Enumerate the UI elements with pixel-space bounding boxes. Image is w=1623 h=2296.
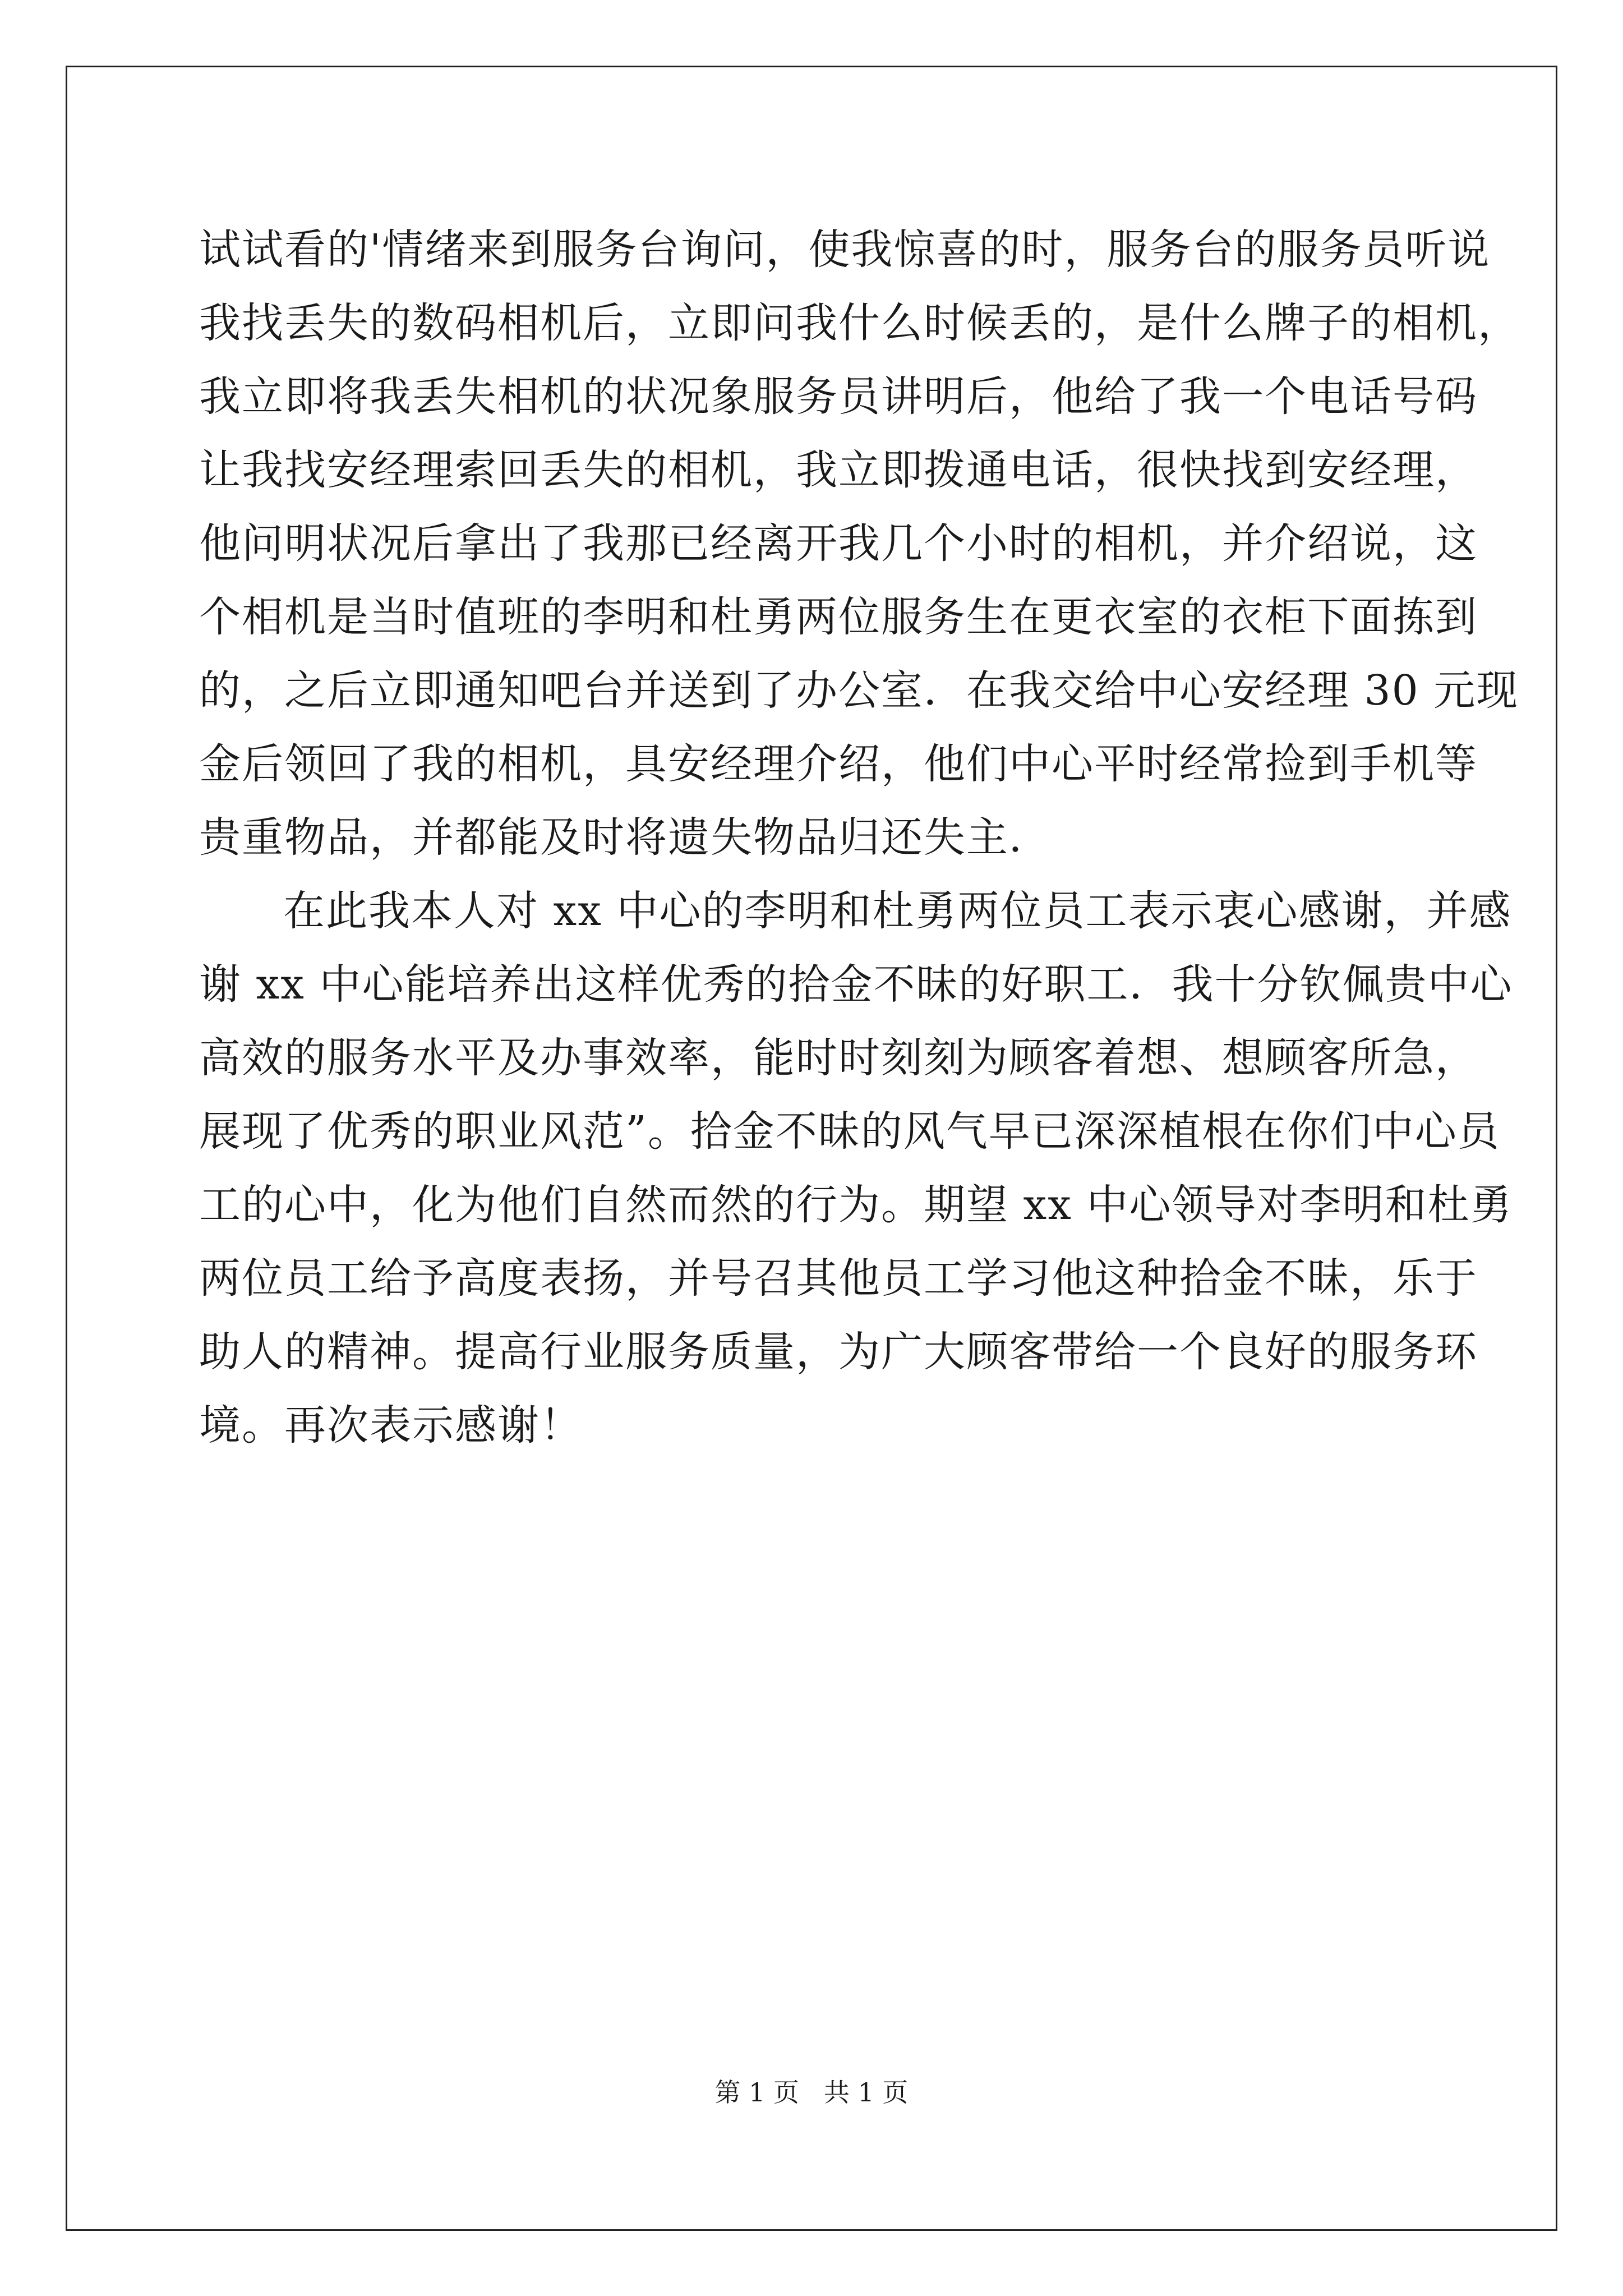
text-line: 谢 xx 中心能培养出这样优秀的拾金不昧的好职工．我十分钦佩贵中心 [199, 960, 1513, 1009]
text-line: 金后领回了我的相机，具安经理介绍，他们中心平时经常捡到手机等 [199, 740, 1478, 788]
text-line: 他问明状况后拿出了我那已经离开我几个小时的相机，并介绍说，这 [199, 519, 1478, 568]
text-line: 助人的精神。提高行业服务质量，为广大顾客带给一个良好的服务环 [199, 1328, 1478, 1376]
text-line: 让我找安经理索回丢失的相机，我立即拨通电话，很快找到安经理， [199, 446, 1478, 494]
text-line: 我找丢失的数码相机后，立即问我什么时候丢的，是什么牌子的相机， [199, 299, 1520, 347]
text-line: 高效的服务水平及办事效率，能时时刻刻为顾客着想、想顾客所急， [199, 1034, 1478, 1082]
text-line: 我立即将我丢失相机的状况象服务员讲明后，他给了我一个电话号码 [199, 372, 1478, 421]
text-line: 个相机是当时值班的李明和杜勇两位服务生在更衣室的衣柜下面拣到 [199, 593, 1478, 641]
page-number-footer: 第 1 页 共 1 页 [714, 2077, 909, 2108]
text-line: 工的心中，化为他们自然而然的行为。期望 xx 中心领导对李明和杜勇 [199, 1181, 1513, 1229]
text-line: 在此我本人对 xx 中心的李明和杜勇两位员工表示衷心感谢，并感 [283, 887, 1512, 935]
text-line: 试试看的'情绪来到服务台询问，使我惊喜的时，服务台的服务员听说 [199, 226, 1491, 274]
text-line: 贵重物品，并都能及时将遗失物品归还失主． [199, 813, 1052, 862]
text-line: 境。再次表示感谢！ [199, 1401, 583, 1450]
text-line: 两位员工给予高度表扬，并号召其他员工学习他这种拾金不昧，乐于 [199, 1254, 1478, 1303]
text-line: 展现了优秀的职业风范”。拾金不昧的风气早已深深植根在你们中心员 [199, 1107, 1500, 1156]
text-line: 的，之后立即通知吧台并送到了办公室．在我交给中心安经理 30 元现 [199, 666, 1519, 715]
